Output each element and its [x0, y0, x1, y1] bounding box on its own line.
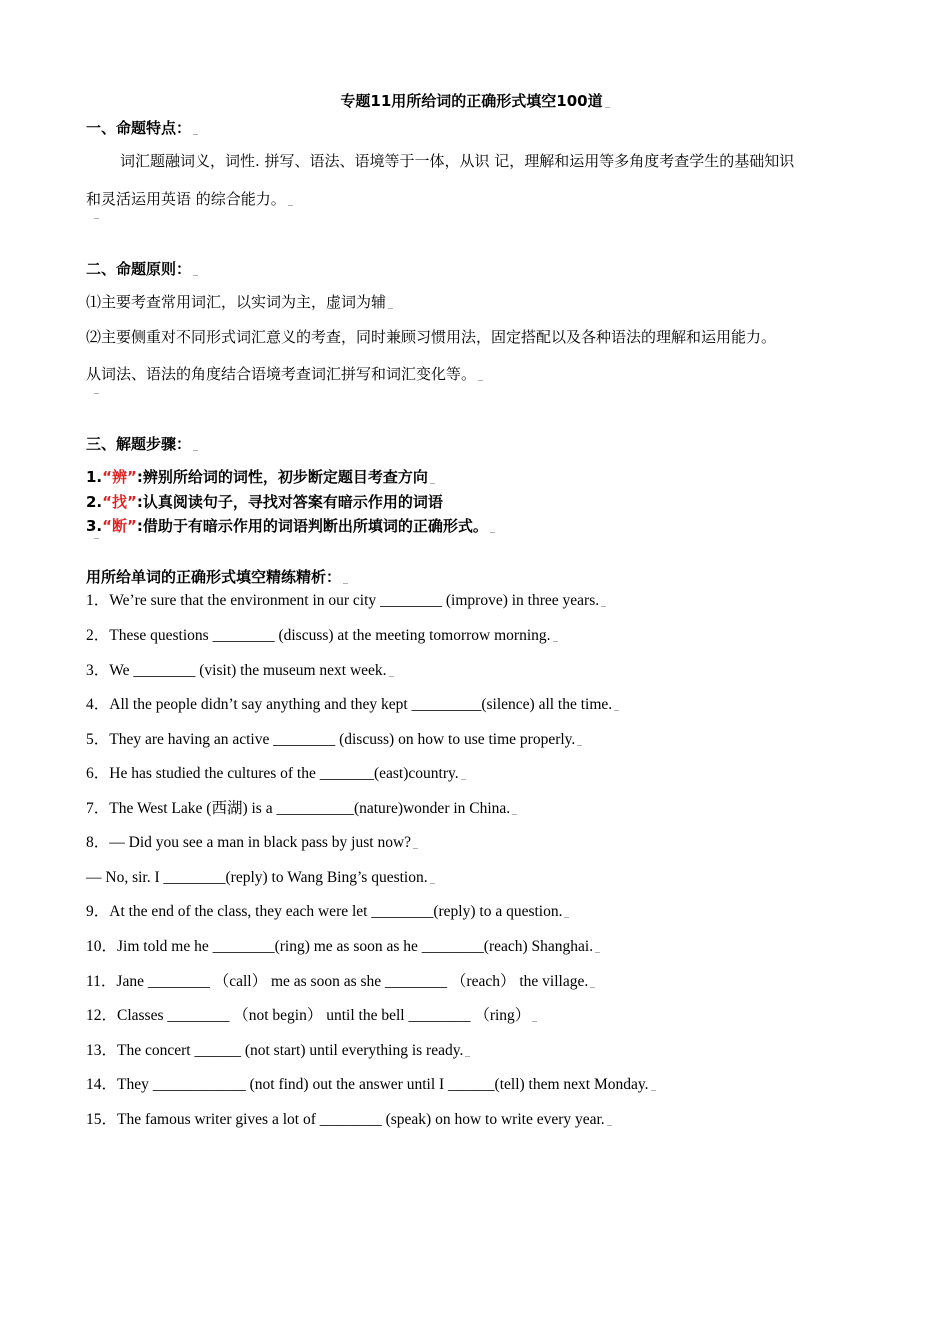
- question-item: [86, 729, 582, 751]
- paragraph-mark-icon: [651, 1085, 656, 1091]
- step-keyword: “断”: [102, 517, 137, 535]
- step-3: [86, 515, 495, 537]
- paragraph-mark-icon: [465, 1051, 470, 1057]
- question-text: 11．Jane ________ （call） me as soon as she ________ （reach） the village.: [86, 973, 589, 990]
- paragraph-mark-icon: [553, 636, 558, 642]
- question-item: [86, 694, 619, 716]
- paragraph-mark-icon: [430, 478, 435, 484]
- question-text: 9．At the end of the class, they each were let ________(reply) to a question.: [86, 903, 563, 920]
- paragraph-mark-icon: [343, 578, 348, 584]
- question-item: [86, 832, 418, 854]
- paragraph-mark-icon: [461, 774, 466, 780]
- section2-item1: [86, 291, 876, 313]
- paragraph-mark-icon: [614, 705, 619, 711]
- section1-para-line2: [86, 188, 876, 210]
- step-text: :借助于有暗示作用的词语判断出所填词的正确形式。: [136, 517, 488, 535]
- step-keyword: “找”: [102, 493, 137, 511]
- paragraph-mark-icon: [512, 809, 517, 815]
- step-text: :辨别所给词的词性，初步断定题目考查方向: [136, 468, 428, 486]
- question-item: [86, 798, 517, 820]
- step-1: [86, 466, 435, 488]
- practice-heading: [86, 566, 348, 588]
- section1-para-line2-text: 和灵活运用英语 的综合能力。: [86, 190, 286, 208]
- question-item: [86, 936, 600, 958]
- section2-item2: ⑵主要侧重对不同形式词汇意义的考查，同时兼顾习惯用法，固定搭配以及各种语法的理解和运用能力。: [86, 328, 777, 346]
- question-text: — No, sir. I ________(reply) to Wang Bing’s question.: [86, 869, 428, 886]
- question-item: [86, 660, 394, 682]
- paragraph-mark-icon: [94, 214, 99, 219]
- section2-item1-text: ⑴主要考查常用词汇，以实词为主，虚词为辅: [86, 293, 387, 311]
- question-text: 6．He has studied the cultures of the _______(east)country.: [86, 765, 459, 782]
- paragraph-mark-icon: [605, 102, 610, 108]
- section3-heading: [86, 433, 198, 455]
- paragraph-mark-icon: [94, 389, 99, 394]
- question-text: 14．They ____________ (not find) out the answer until I ______(tell) them next Monday.: [86, 1076, 649, 1093]
- paragraph-mark-icon: [413, 843, 418, 849]
- section2-heading: [86, 258, 198, 280]
- paragraph-mark-icon: [607, 1120, 612, 1126]
- paragraph-mark-icon: [564, 912, 569, 918]
- practice-heading-text: 用所给单词的正确形式填空精练精析：: [86, 568, 342, 586]
- document-title: [0, 90, 950, 112]
- question-item: [86, 971, 595, 993]
- title-text: 专题11用所给词的正确形式填空100道: [340, 92, 603, 110]
- paragraph-mark-icon: [601, 601, 606, 607]
- step-number: 1.: [86, 468, 103, 486]
- question-item: [86, 1040, 470, 1062]
- section2-heading-text: 二、命题原则：: [86, 260, 192, 278]
- paragraph-mark-icon: [193, 445, 198, 451]
- question-text: 13．The concert ______ (not start) until everything is ready.: [86, 1042, 464, 1059]
- step-number: 2.: [86, 493, 103, 511]
- question-item: [86, 763, 466, 785]
- question-text: 15．The famous writer gives a lot of ________ (speak) on how to write every year.: [86, 1111, 605, 1128]
- question-item: [86, 867, 435, 889]
- step-keyword: “辨”: [102, 468, 137, 486]
- question-text: 8．— Did you see a man in black pass by just now?: [86, 834, 412, 851]
- question-item: [86, 901, 569, 923]
- question-text: 4．All the people didn’t say anything and they kept _________(silence) all the time.: [86, 696, 613, 713]
- section1-heading-text: 一、命题特点：: [86, 119, 192, 137]
- section2-item2-cont: [86, 363, 876, 385]
- question-text: 2．These questions ________ (discuss) at the meeting tomorrow morning.: [86, 627, 551, 644]
- step-number: 3.: [86, 517, 103, 535]
- section2-item2-cont-text: 从词法、语法的角度结合语境考查词汇拼写和词汇变化等。: [86, 365, 477, 383]
- paragraph-mark-icon: [590, 982, 595, 988]
- paragraph-mark-icon: [490, 527, 495, 533]
- paragraph-mark-icon: [532, 1016, 537, 1022]
- question-text: 7．The West Lake (西湖) is a __________(nature)wonder in China.: [86, 800, 511, 817]
- paragraph-mark-icon: [478, 375, 483, 381]
- section1-heading: [86, 117, 198, 139]
- question-item: [86, 625, 558, 647]
- section3-heading-text: 三、解题步骤：: [86, 435, 192, 453]
- paragraph-mark-icon: [577, 740, 582, 746]
- section1-para-line1: 词汇题融词义，词性. 拼写、语法、语境等于一体，从识 记，理解和运用等多角度考查学生的基础知识: [120, 152, 795, 170]
- paragraph-mark-icon: [388, 303, 393, 309]
- paragraph-mark-icon: [94, 534, 99, 539]
- question-text: 10．Jim told me he ________(ring) me as soon as he ________(reach) Shanghai.: [86, 938, 594, 955]
- question-text: 5．They are having an active ________ (discuss) on how to use time properly.: [86, 731, 576, 748]
- paragraph-mark-icon: [430, 878, 435, 884]
- question-item: [86, 590, 606, 612]
- question-text: 1．We’re sure that the environment in our city ________ (improve) in three years.: [86, 592, 600, 609]
- paragraph-mark-icon: [595, 947, 600, 953]
- question-item: [86, 1109, 612, 1131]
- paragraph-mark-icon: [193, 129, 198, 135]
- paragraph-mark-icon: [389, 671, 394, 677]
- step-text: :认真阅读句子，寻找对答案有暗示作用的词语: [136, 493, 443, 511]
- question-item: [86, 1074, 656, 1096]
- paragraph-mark-icon: [288, 200, 293, 206]
- question-item: [86, 1005, 537, 1027]
- question-text: 12．Classes ________ （not begin） until the bell ________ （ring）: [86, 1007, 531, 1024]
- step-2: [86, 491, 443, 513]
- question-text: 3．We ________ (visit) the museum next week.: [86, 662, 387, 679]
- paragraph-mark-icon: [193, 270, 198, 276]
